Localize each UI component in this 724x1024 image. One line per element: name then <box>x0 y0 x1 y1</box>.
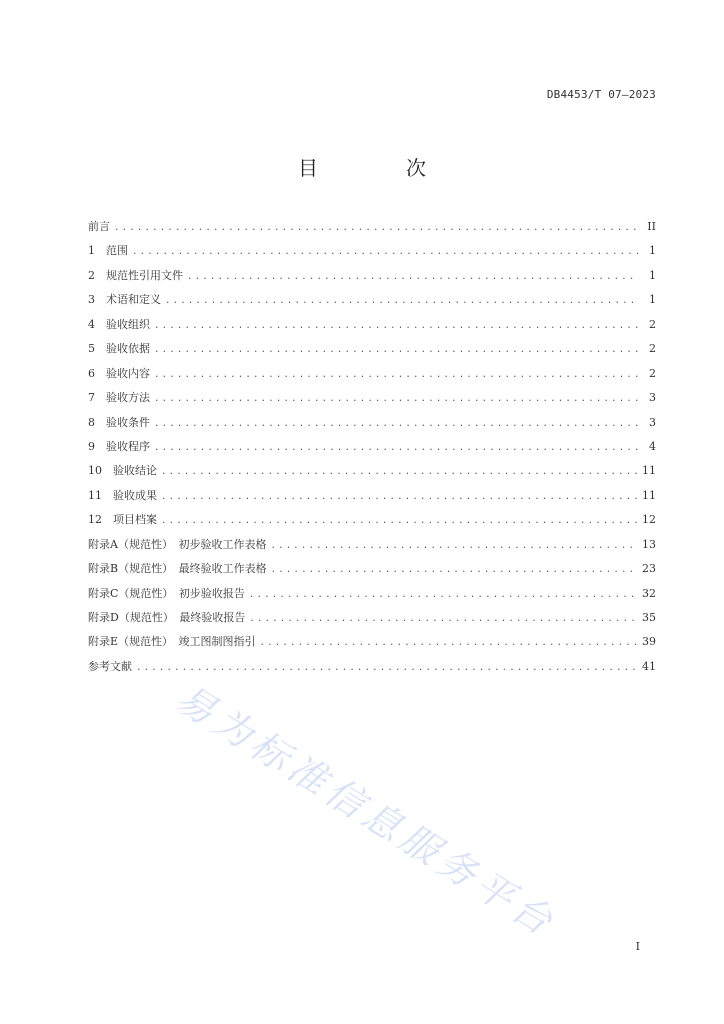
toc-entry-label: 验收方法 <box>106 391 150 405</box>
toc-entry[interactable] <box>88 658 656 682</box>
toc-entry-label: 验收程序 <box>106 439 150 453</box>
toc-leader-dots <box>154 321 638 331</box>
toc-entry[interactable] <box>88 560 656 584</box>
toc-leader-dots <box>154 419 638 429</box>
toc-entry-page: 13 <box>642 537 656 551</box>
toc-leader-dots <box>161 467 638 477</box>
toc-leader-dots <box>154 394 638 404</box>
toc-entry-page: 1 <box>649 244 656 258</box>
toc-entry-label: 规范性引用文件 <box>106 268 183 282</box>
toc-entry-label: 术语和定义 <box>106 293 161 307</box>
toc-entry-label: 附录A（规范性） 初步验收工作表格 <box>88 537 267 551</box>
toc-entry-page: 2 <box>649 342 656 356</box>
toc-entry-number: 1 <box>88 244 106 258</box>
toc-entry[interactable] <box>88 414 656 438</box>
toc-entry-page: 32 <box>642 586 656 600</box>
watermark: 易为标准信息服务平台 <box>167 675 565 947</box>
toc-entry-number: 6 <box>88 366 106 380</box>
toc-entry-page: 35 <box>642 611 656 624</box>
toc-leader-dots <box>249 614 638 624</box>
toc-entry-label: 参考文献 <box>88 659 132 673</box>
toc-leader-dots <box>136 663 638 673</box>
toc-leader-dots <box>270 541 638 551</box>
toc-entry-number: 12 <box>88 513 113 527</box>
toc-entry-number: 10 <box>88 464 113 478</box>
toc-entry[interactable] <box>88 487 656 511</box>
toc-entry-number: 2 <box>88 268 106 282</box>
toc-entry[interactable] <box>88 291 656 315</box>
toc-entry-page: 41 <box>642 659 656 673</box>
toc-leader-dots <box>154 345 638 355</box>
toc-entry-label: 附录D（规范性） 最终验收报告 <box>88 611 246 624</box>
toc-entry-label: 范围 <box>106 244 128 258</box>
toc-entry[interactable] <box>88 340 656 364</box>
toc-entry-page: 11 <box>642 464 656 478</box>
toc-entry-number: 8 <box>88 415 106 429</box>
toc-entry-page: 1 <box>649 268 656 282</box>
toc-leader-dots <box>114 223 638 233</box>
toc-entry-label: 验收组织 <box>106 317 150 331</box>
toc-leader-dots <box>165 296 638 306</box>
toc-entry-page: 39 <box>642 635 656 649</box>
toc-entry-label: 验收依据 <box>106 342 150 356</box>
toc-entry-number: 3 <box>88 293 106 307</box>
toc-entry-number: 4 <box>88 317 106 331</box>
toc-entry-label: 前言 <box>88 220 110 233</box>
toc-entry[interactable] <box>88 511 656 535</box>
toc-leader-dots <box>161 516 638 526</box>
toc-leader-dots <box>187 272 638 282</box>
toc-entry[interactable] <box>88 218 656 242</box>
toc-entry[interactable] <box>88 462 656 486</box>
toc-entry-label: 附录B（规范性） 最终验收工作表格 <box>88 562 267 576</box>
toc-entry-page: 23 <box>642 562 656 576</box>
toc-entry[interactable] <box>88 536 656 560</box>
toc-leader-dots <box>271 565 638 575</box>
toc-entry-page: II <box>647 220 656 233</box>
toc-entry-page: 4 <box>649 439 656 453</box>
toc-entry-label: 验收内容 <box>106 366 150 380</box>
toc-entry[interactable] <box>88 585 656 609</box>
toc-entry[interactable] <box>88 633 656 657</box>
toc-entry-number: 9 <box>88 439 106 453</box>
table-of-contents <box>88 218 656 682</box>
toc-entry-page: 3 <box>649 415 656 429</box>
toc-entry-number: 7 <box>88 391 106 405</box>
toc-entry[interactable] <box>88 438 656 462</box>
toc-leader-dots <box>249 590 638 600</box>
toc-entry[interactable] <box>88 609 656 633</box>
toc-entry[interactable] <box>88 267 656 291</box>
toc-leader-dots <box>161 492 638 502</box>
toc-entry-page: 11 <box>642 488 656 502</box>
toc-entry-label: 附录E（规范性） 竣工图制图指引 <box>88 635 256 649</box>
toc-entry-page: 12 <box>642 513 656 527</box>
toc-entry-label: 验收结论 <box>113 464 157 478</box>
toc-entry-label: 验收成果 <box>113 488 157 502</box>
toc-entry[interactable] <box>88 316 656 340</box>
toc-entry-label: 项目档案 <box>113 513 157 527</box>
toc-entry-page: 1 <box>649 293 656 307</box>
toc-entry-page: 3 <box>649 391 656 405</box>
toc-entry-label: 附录C（规范性） 初步验收报告 <box>88 586 245 600</box>
toc-leader-dots <box>132 247 638 257</box>
toc-entry[interactable] <box>88 242 656 266</box>
toc-leader-dots <box>154 443 638 453</box>
toc-entry[interactable] <box>88 389 656 413</box>
toc-entry[interactable] <box>88 365 656 389</box>
toc-entry-number: 5 <box>88 342 106 356</box>
toc-entry-page: 2 <box>649 366 656 380</box>
toc-leader-dots <box>154 370 638 380</box>
toc-entry-page: 2 <box>649 317 656 331</box>
toc-entry-number: 11 <box>88 488 113 502</box>
toc-leader-dots <box>260 638 638 648</box>
document-code: DB4453/T 07—2023 <box>546 88 656 101</box>
toc-title: 目 次 <box>298 156 460 180</box>
toc-entry-label: 验收条件 <box>106 415 150 429</box>
page-number: I <box>635 940 640 953</box>
